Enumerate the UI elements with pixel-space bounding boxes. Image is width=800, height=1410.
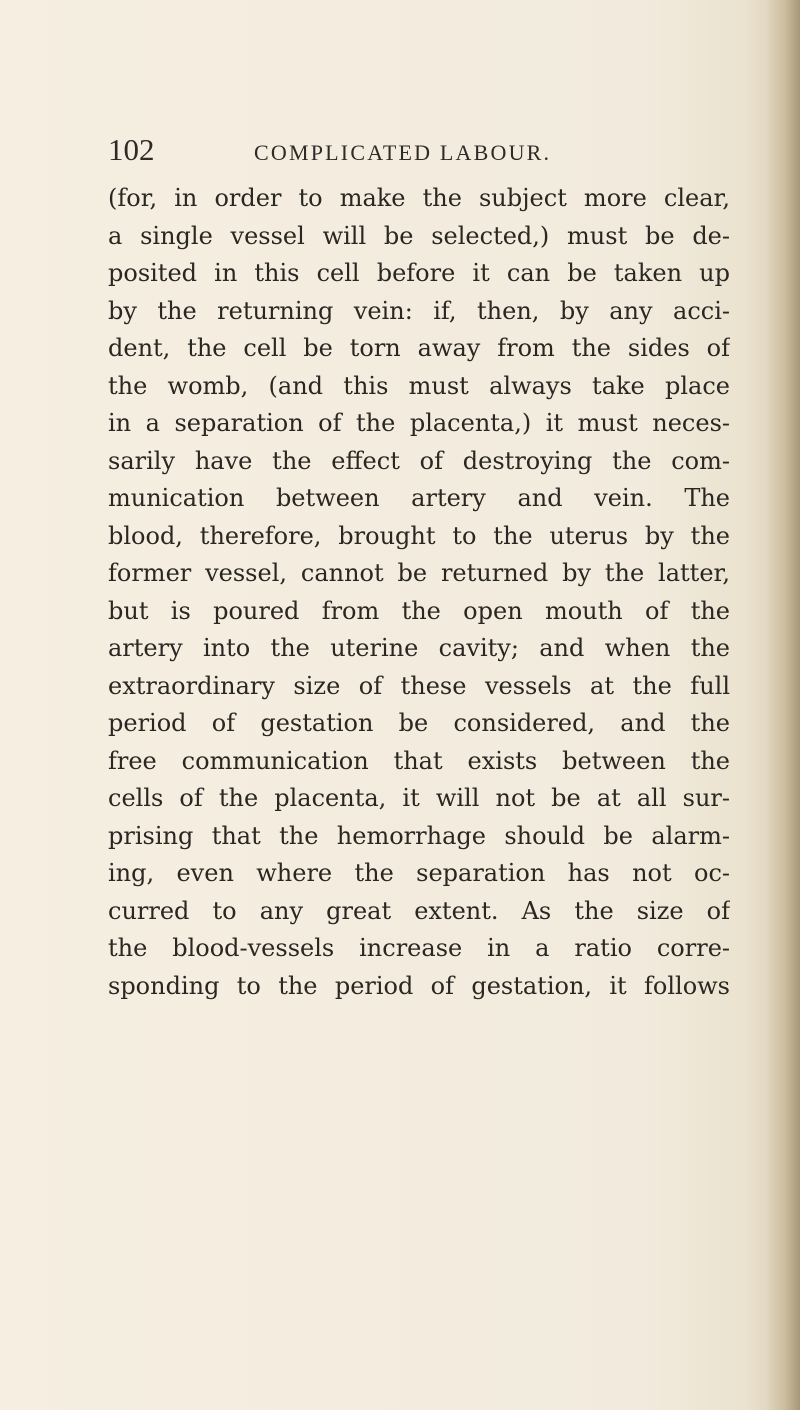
text-line: extraordinary size of these vessels at the full	[108, 671, 730, 700]
page-number: 102	[108, 132, 155, 167]
text-line: in a separation of the placenta,) it must neces-	[108, 409, 730, 437]
text-line: the blood-vessels increase in a ratio corre-	[108, 934, 730, 962]
running-head: COMPLICATED LABOUR.	[254, 140, 552, 165]
text-line: ing, even where the separation has not oc-	[108, 859, 730, 887]
text-line: free communication that exists between the	[108, 746, 730, 775]
text-line: a single vessel will be selected,) must be de-	[108, 221, 730, 250]
text-line: former vessel, cannot be returned by the latter,	[108, 559, 730, 587]
text-line: by the returning vein: if, then, by any acci-	[108, 296, 730, 325]
text-line: but is poured from the open mouth of the	[108, 596, 730, 625]
text-line: dent, the cell be torn away from the sides of	[108, 334, 730, 362]
text-line: sarily have the effect of destroying the com-	[108, 446, 730, 475]
text-line: sponding to the period of gestation, it follows	[108, 971, 730, 1000]
text-line: prising that the hemorrhage should be alarm-	[108, 821, 730, 850]
text-line: posited in this cell before it can be taken up	[108, 259, 730, 287]
text-line: the womb, (and this must always take place	[108, 371, 730, 400]
body-text	[108, 180, 748, 1005]
page-header	[108, 130, 748, 180]
text-line: blood, therefore, brought to the uterus by the	[108, 521, 730, 550]
text-line: (for, in order to make the subject more clear,	[108, 184, 730, 212]
text-line: period of gestation be considered, and the	[108, 709, 730, 737]
text-line: curred to any great extent. As the size of	[108, 896, 730, 925]
page-edge-shadow	[766, 0, 800, 1410]
text-line: artery into the uterine cavity; and when the	[108, 634, 730, 662]
text-line: munication between artery and vein. The	[108, 484, 730, 512]
text-line: cells of the placenta, it will not be at all sur-	[108, 784, 730, 812]
